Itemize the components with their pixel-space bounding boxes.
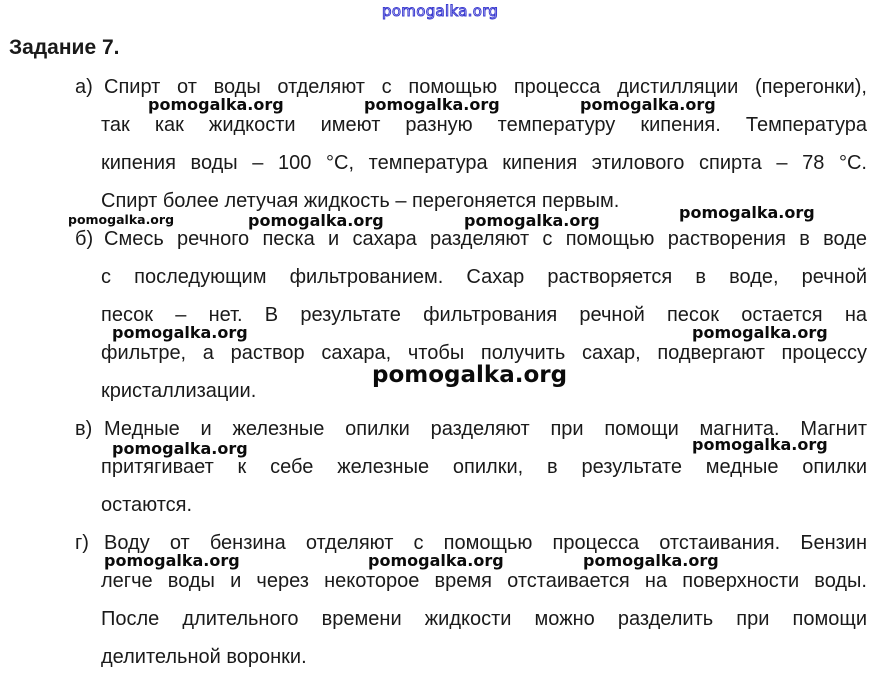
item-c-line-1: Медные и железные опилки разделяют при помощи магнита. Магнит	[104, 418, 867, 440]
item-d-label: г)	[75, 532, 89, 554]
watermark: pomogalka.org	[692, 323, 828, 342]
item-d-line-4: делительной воронки.	[101, 646, 307, 668]
watermark: pomogalka.org	[112, 439, 248, 458]
watermark: pomogalka.org	[580, 95, 716, 114]
watermark: pomogalka.org	[248, 211, 384, 230]
item-d-line-1: Воду от бензина отделяют с помощью процесса отстаивания. Бензин	[104, 532, 867, 554]
item-b-label: б)	[75, 228, 94, 250]
item-b-line-3: песок – нет. В результате фильтрования речной песок остается на	[101, 304, 867, 326]
top-watermark: pomogalka.org	[382, 2, 499, 20]
watermark: pomogalka.org	[364, 95, 500, 114]
watermark: pomogalka.org	[372, 362, 568, 388]
watermark: pomogalka.org	[679, 203, 815, 222]
item-c-line-3: остаются.	[101, 494, 193, 516]
watermark: pomogalka.org	[368, 551, 504, 570]
watermark: pomogalka.org	[583, 551, 719, 570]
item-d-line-3: После длительного времени жидкости можно разделить при помощи	[101, 608, 867, 630]
item-b-line-1: Смесь речного песка и сахара разделяют с помощью растворения в воде	[104, 228, 867, 250]
item-a-line-4: Спирт более летучая жидкость – перегоняется первым.	[101, 190, 620, 212]
item-a-line-3: кипения воды – 100 °C, температура кипения этилового спирта – 78 °C.	[101, 152, 867, 174]
watermark: pomogalka.org	[112, 323, 248, 342]
item-a-label: а)	[75, 76, 93, 98]
item-b-line-4: фильтре, а раствор сахара, чтобы получить сахар, подвергают процессу	[101, 342, 867, 364]
task-heading: Задание 7.	[9, 36, 120, 59]
watermark: pomogalka.org	[104, 551, 240, 570]
watermark: pomogalka.org	[464, 211, 600, 230]
item-a-line-2: так как жидкости имеют разную температуру кипения. Температура	[101, 114, 867, 136]
watermark: pomogalka.org	[148, 95, 284, 114]
watermark: pomogalka.org	[692, 435, 828, 454]
item-d-line-2: легче воды и через некоторое время отстаивается на поверхности воды.	[101, 570, 867, 592]
item-a-line-1: Спирт от воды отделяют с помощью процесса дистилляции (перегонки),	[104, 76, 867, 98]
item-b-line-5: кристаллизации.	[101, 380, 257, 402]
item-c-label: в)	[75, 418, 93, 440]
item-c-line-2: притягивает к себе железные опилки, в результате медные опилки	[101, 456, 867, 478]
watermark: pomogalka.org	[68, 212, 175, 227]
item-b-line-2: с последующим фильтрованием. Сахар растворяется в воде, речной	[101, 266, 867, 288]
